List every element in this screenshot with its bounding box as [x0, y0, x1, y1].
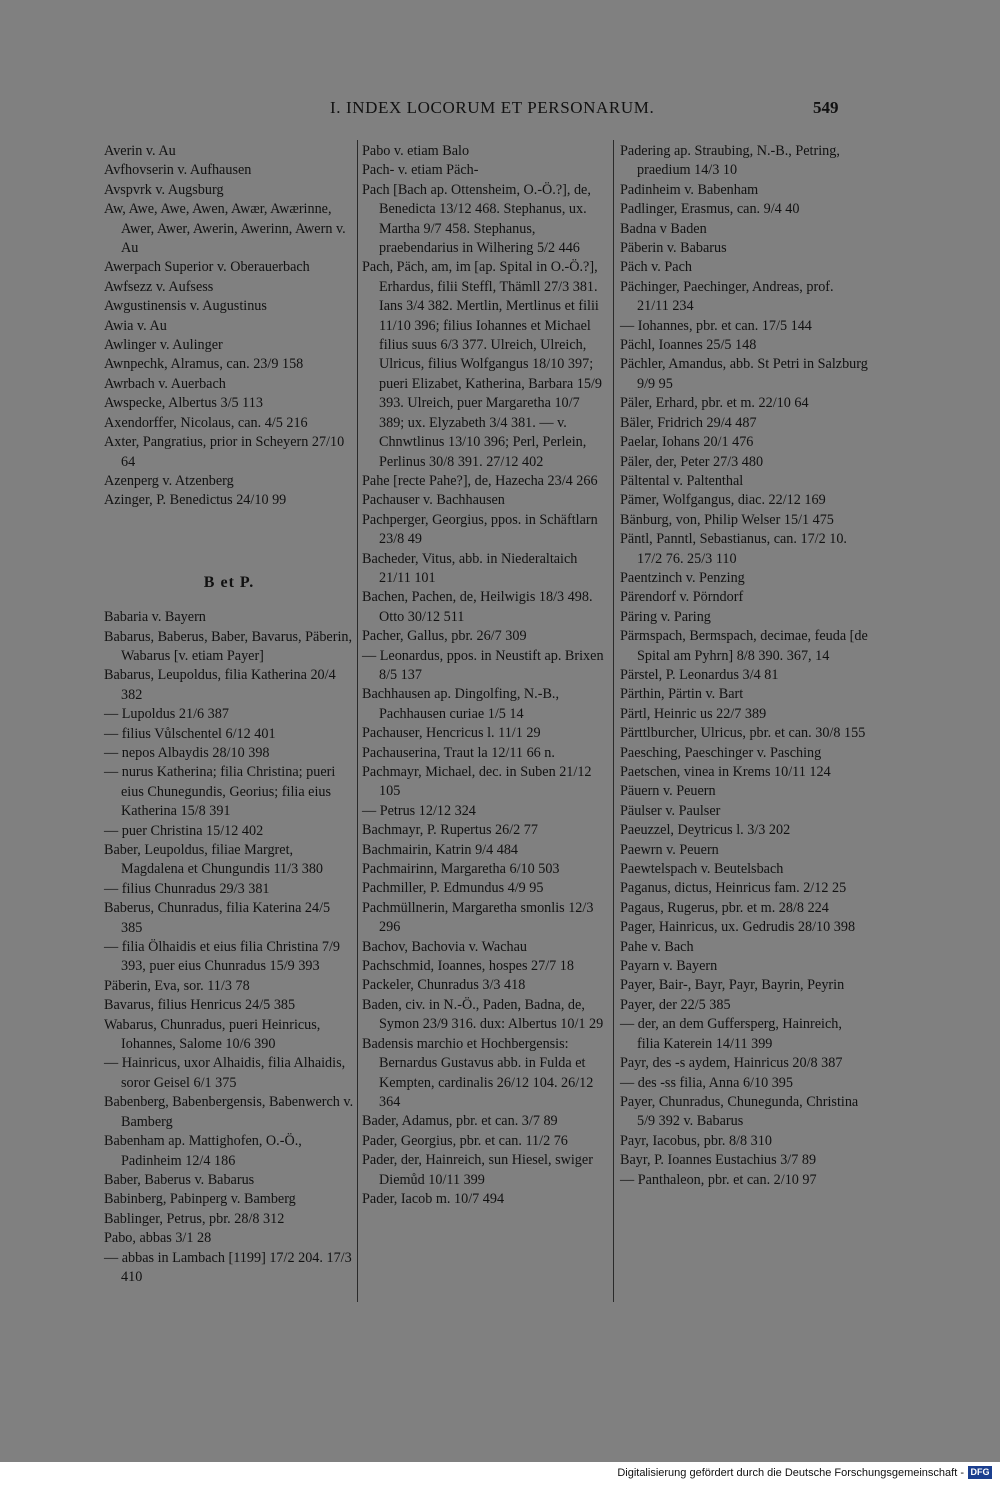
- index-entry: — nurus Katherina; filia Christina; pueri eius Chunegundis, Georius; filia eius Katherina 15/8 391: [104, 764, 336, 820]
- dfg-logo: DFG: [968, 1466, 992, 1479]
- index-entry: Packeler, Chunradus 3/3 418: [362, 977, 526, 994]
- index-entries-a: [104, 142, 354, 511]
- index-column-2: [362, 142, 608, 1209]
- index-entry: Payr, Iacobus, pbr. 8/8 310: [620, 1132, 772, 1149]
- index-entry: Pach, Päch, am, im [ap. Spital in O.-Ö.?], Erhardus, filii Steffl, Thämll 27/3 381. Ians 3/4 382. Mertlin, Mertlinus et filii 11/10 396; filius Iohannes et Michael filius suus 6/3 377. Ulreich, Ulreich, Ulricus, filius Wolfgangus 18/10 397; pueri Elizabet, Katherina, Barbara 15/9 393. Ulreich, puer Margaretha 10/7 389; ux. Elyzabeth 3/4 381. — v. Chnwtlinus 13/10 396; Perl, Perlein, Perlinus 30/8 391. 27/12 402: [362, 259, 602, 470]
- index-entry: — des -ss filia, Anna 6/10 395: [620, 1074, 793, 1091]
- index-entry: Padinheim v. Babenham: [620, 181, 759, 198]
- index-entry: Wabarus, Chunradus, pueri Heinricus, Iohannes, Salome 10/6 390: [104, 1016, 321, 1053]
- index-entry: Axendorffer, Nicolaus, can. 4/5 216: [104, 414, 308, 431]
- index-entry: — Panthaleon, pbr. et can. 2/10 97: [620, 1171, 817, 1188]
- index-entry: Baden, civ. in N.-Ö., Paden, Badna, de, Symon 23/9 316. dux: Albertus 10/1 29: [362, 996, 604, 1033]
- index-entry: Pachauser, Hencricus l. 11/1 29: [362, 725, 541, 742]
- section-heading: B et P.: [203, 573, 255, 591]
- index-entry: Paganus, dictus, Heinricus fam. 2/12 25: [620, 880, 847, 897]
- index-entry: Bader, Adamus, pbr. et can. 3/7 89: [362, 1113, 558, 1130]
- index-entry: Pältental v. Paltenthal: [620, 472, 744, 489]
- index-entry: Pager, Hainricus, ux. Gedrudis 28/10 398: [620, 919, 856, 936]
- index-entry: Päler, Erhard, pbr. et m. 22/10 64: [620, 395, 809, 412]
- index-entry: Payr, des -s aydem, Hainricus 20/8 387: [620, 1055, 843, 1072]
- index-entry: Pämer, Wolfgangus, diac. 22/12 169: [620, 492, 826, 509]
- index-entry: Pachauser v. Bachhausen: [362, 492, 505, 509]
- index-entry: Padlinger, Erasmus, can. 9/4 40: [620, 201, 800, 218]
- page-title: I. INDEX LOCORUM ET PERSONARUM.: [330, 98, 655, 117]
- index-entry: Pärstel, P. Leonardus 3/4 81: [620, 666, 779, 683]
- index-entry: Babarus, Leupoldus, filia Katherina 20/4 382: [104, 667, 336, 703]
- index-column-3: [620, 142, 868, 1190]
- index-entry: Pärthin, Pärtin v. Bart: [620, 686, 744, 703]
- index-entry: — filius Chunradus 29/3 381: [104, 880, 270, 897]
- index-entry: Bablinger, Petrus, pbr. 28/8 312: [104, 1210, 285, 1227]
- index-entry: Awlinger v. Aulinger: [104, 337, 223, 354]
- index-entry: Babinberg, Pabinperg v. Bamberg: [104, 1191, 296, 1208]
- index-entry: Pächinger, Paechinger, Andreas, prof. 21/11 234: [620, 278, 834, 315]
- index-entry: — Iohannes, pbr. et can. 17/5 144: [620, 317, 812, 334]
- index-entry: Payer, Chunradus, Chunegunda, Christina 5/9 392 v. Babarus: [620, 1093, 859, 1130]
- index-entry: Babenberg, Babenbergensis, Babenwerch v. Bamberg: [104, 1094, 354, 1130]
- index-entry: Awerpach Superior v. Oberauerbach: [104, 259, 310, 276]
- index-entries: [620, 142, 868, 1190]
- index-entry: Pabo, abbas 3/1 28: [104, 1230, 212, 1247]
- index-entries: [362, 142, 608, 1209]
- index-entry: Azenperg v. Atzenberg: [104, 472, 234, 489]
- index-entry: Bachmayr, P. Rupertus 26/2 77: [362, 822, 538, 839]
- index-entry: Päberin, Eva, sor. 11/3 78: [104, 977, 250, 994]
- index-entry: Payer, der 22/5 385: [620, 996, 731, 1013]
- index-entry: Awfsezz v. Aufsess: [104, 278, 214, 295]
- index-entry: Awnpechk, Alramus, can. 23/9 158: [104, 356, 304, 373]
- index-entry: Paewtelspach v. Beutelsbach: [620, 861, 784, 878]
- index-entry: Awgustinensis v. Augustinus: [104, 298, 267, 315]
- index-entry: Paelar, Iohans 20/1 476: [620, 434, 754, 451]
- index-entry: Pabo v. etiam Balo: [362, 143, 470, 159]
- index-entry: — abbas in Lambach [1199] 17/2 204. 17/3 410: [104, 1249, 352, 1285]
- index-entry: Awspecke, Albertus 3/5 113: [104, 395, 263, 412]
- index-entry: Päler, der, Peter 27/3 480: [620, 453, 764, 470]
- index-entry: — Leonardus, ppos. in Neustift ap. Brixen 8/5 137: [362, 647, 604, 683]
- index-entry: Päulser v. Paulser: [620, 802, 721, 819]
- index-entry: — puer Christina 15/12 402: [104, 822, 264, 839]
- index-entry: — filius Vůlschentel 6/12 401: [104, 725, 276, 742]
- index-entry: — Hainricus, uxor Alhaidis, filia Alhaidis, soror Geisel 6/1 375: [104, 1055, 346, 1091]
- index-entry: Awrbach v. Auerbach: [104, 375, 226, 392]
- index-entry: Pachmayr, Michael, dec. in Suben 21/12 105: [362, 764, 592, 800]
- index-entry: Badensis marchio et Hochbergensis: Bernardus Gustavus abb. in Fulda et Kempten, cardinalis 26/12 104. 26/12 364: [362, 1035, 594, 1110]
- index-entry: Pahe [recte Pahe?], de, Hazecha 23/4 266: [362, 472, 598, 489]
- index-entry: Pärmspach, Bermspach, decimae, feuda [de Spital am Pyhrn] 8/8 390. 367, 14: [620, 628, 868, 664]
- index-entry: Avfhovserin v. Aufhausen: [104, 162, 252, 179]
- index-entry: Pachschmid, Ioannes, hospes 27/7 18: [362, 958, 574, 975]
- index-entry: Pader, Georgius, pbr. et can. 11/2 76: [362, 1132, 568, 1149]
- index-entry: Pagaus, Rugerus, pbr. et m. 28/8 224: [620, 899, 829, 916]
- index-entry: Päberin v. Babarus: [620, 240, 727, 257]
- index-entry: Pächl, Ioannes 25/5 148: [620, 337, 757, 354]
- index-entry: Awia v. Au: [104, 317, 167, 334]
- index-entry: Averin v. Au: [104, 143, 176, 159]
- index-entry: Azinger, P. Benedictus 24/10 99: [104, 492, 287, 509]
- index-entry: Pader, Iacob m. 10/7 494: [362, 1190, 505, 1207]
- index-entry: Pärtl, Heinric us 22/7 389: [620, 705, 767, 722]
- index-entry: Pachmiller, P. Edmundus 4/9 95: [362, 880, 544, 897]
- footer-bar: [0, 1462, 1000, 1485]
- index-entry: Baber, Baberus v. Babarus: [104, 1171, 255, 1188]
- index-entry: Pader, der, Hainreich, sun Hiesel, swiger Diemůd 10/11 399: [362, 1152, 593, 1188]
- index-entry: Bachhausen ap. Dingolfing, N.-B., Pachhausen curiae 1/5 14: [362, 686, 560, 722]
- index-entry: Päuern v. Peuern: [620, 783, 716, 800]
- index-entry: Baberus, Chunradus, filia Katerina 24/5 385: [104, 900, 331, 936]
- index-entry: Babenham ap. Mattighofen, O.-Ö., Padinheim 12/4 186: [104, 1133, 302, 1169]
- index-entry: Bachov, Bachovia v. Wachau: [362, 938, 527, 955]
- index-entry: Pachmüllnerin, Margaretha smonlis 12/3 296: [362, 899, 594, 936]
- index-entry: — Lupoldus 21/6 387: [104, 706, 229, 723]
- index-entry: Bavarus, filius Henricus 24/5 385: [104, 997, 296, 1014]
- index-entry: Payer, Bair-, Bayr, Payr, Bayrin, Peyrin: [620, 977, 845, 994]
- index-entry: Pacher, Gallus, pbr. 26/7 309: [362, 628, 527, 645]
- index-entry: Aw, Awe, Awe, Awen, Awær, Awærinne, Awer, Awer, Awerin, Awerinn, Awern v. Au: [104, 201, 346, 257]
- index-entry: Axter, Pangratius, prior in Scheyern 27/10 64: [104, 434, 345, 470]
- index-entry: Pärttlburcher, Ulricus, pbr. et can. 30/8 155: [620, 725, 866, 742]
- index-entry: Pachperger, Georgius, ppos. in Schäftlarn 23/8 49: [362, 511, 598, 548]
- index-entry: Babarus, Baberus, Baber, Bavarus, Päberin, Wabarus [v. etiam Payer]: [104, 628, 353, 664]
- page-header: [0, 98, 1000, 122]
- index-entry: — Petrus 12/12 324: [362, 802, 476, 819]
- index-entry: Bachmairin, Katrin 9/4 484: [362, 841, 519, 858]
- index-entry: Paentzinch v. Penzing: [620, 569, 745, 586]
- index-entry: Babaria v. Bayern: [104, 609, 206, 626]
- footer-credit: Digitalisierung gefördert durch die Deutsche Forschungsgemeinschaft -: [617, 1467, 964, 1479]
- index-entry: Pach [Bach ap. Ottensheim, O.-Ö.?], de, Benedicta 13/12 468. Stephanus, ux. Martha 9/7 458. Stephanus, praebendarius in Wilhering 5/2 446: [362, 181, 591, 257]
- index-entry: Bänburg, von, Philip Welser 15/1 475: [620, 511, 834, 528]
- index-column-1: [104, 142, 354, 1287]
- index-entry: Avspvrk v. Augsburg: [104, 181, 224, 198]
- index-entry: Pärendorf v. Pörndorf: [620, 589, 744, 606]
- index-entry: Baber, Leupoldus, filiae Margret, Magdalena et Chungundis 11/3 380: [104, 842, 324, 878]
- index-entry: Bacheder, Vitus, abb. in Niederaltaich 21/11 101: [362, 550, 578, 586]
- index-entry: Payarn v. Bayern: [620, 958, 718, 975]
- index-entry: Bachen, Pachen, de, Heilwigis 18/3 498. Otto 30/12 511: [362, 589, 593, 625]
- column-divider-left: [357, 140, 358, 1302]
- index-entry: Pachauserina, Traut la 12/11 66 n.: [362, 744, 555, 761]
- index-entry: — der, an dem Guffersperg, Hainreich, filia Katerein 14/11 399: [620, 1016, 842, 1052]
- index-entry: — nepos Albaydis 28/10 398: [104, 744, 270, 761]
- index-entry: Pächler, Amandus, abb. St Petri in Salzburg 9/9 95: [620, 356, 868, 392]
- index-entry: Pahe v. Bach: [620, 938, 694, 955]
- index-entry: Pach- v. etiam Päch-: [362, 162, 479, 179]
- index-entry: Paesching, Paeschinger v. Pasching: [620, 744, 822, 761]
- index-entry: Paetschen, vinea in Krems 10/11 124: [620, 764, 831, 780]
- page-number: 549: [813, 98, 839, 117]
- index-entry: Paeuzzel, Deytricus l. 3/3 202: [620, 822, 791, 839]
- index-entry: Bayr, P. Ioannes Eustachius 3/7 89: [620, 1152, 817, 1169]
- index-entry: — filia Ölhaidis et eius filia Christina 7/9 393, puer eius Chunradus 15/9 393: [104, 939, 341, 975]
- index-entry: Badna v Baden: [620, 220, 707, 237]
- index-entry: Pachmairinn, Margaretha 6/10 503: [362, 861, 560, 878]
- index-entry: Padering ap. Straubing, N.-B., Petring, praedium 14/3 10: [620, 143, 840, 179]
- index-entry: Päring v. Paring: [620, 608, 711, 625]
- index-entry: Bäler, Fridrich 29/4 487: [620, 414, 757, 431]
- section-gap: [104, 511, 354, 571]
- index-entry: Paewrn v. Peuern: [620, 841, 719, 858]
- index-entries-b: [104, 608, 354, 1287]
- index-entry: Päch v. Pach: [620, 259, 692, 276]
- column-divider-right: [613, 140, 614, 1302]
- index-entry: Päntl, Panntl, Sebastianus, can. 17/2 10. 17/2 76. 25/3 110: [620, 531, 847, 567]
